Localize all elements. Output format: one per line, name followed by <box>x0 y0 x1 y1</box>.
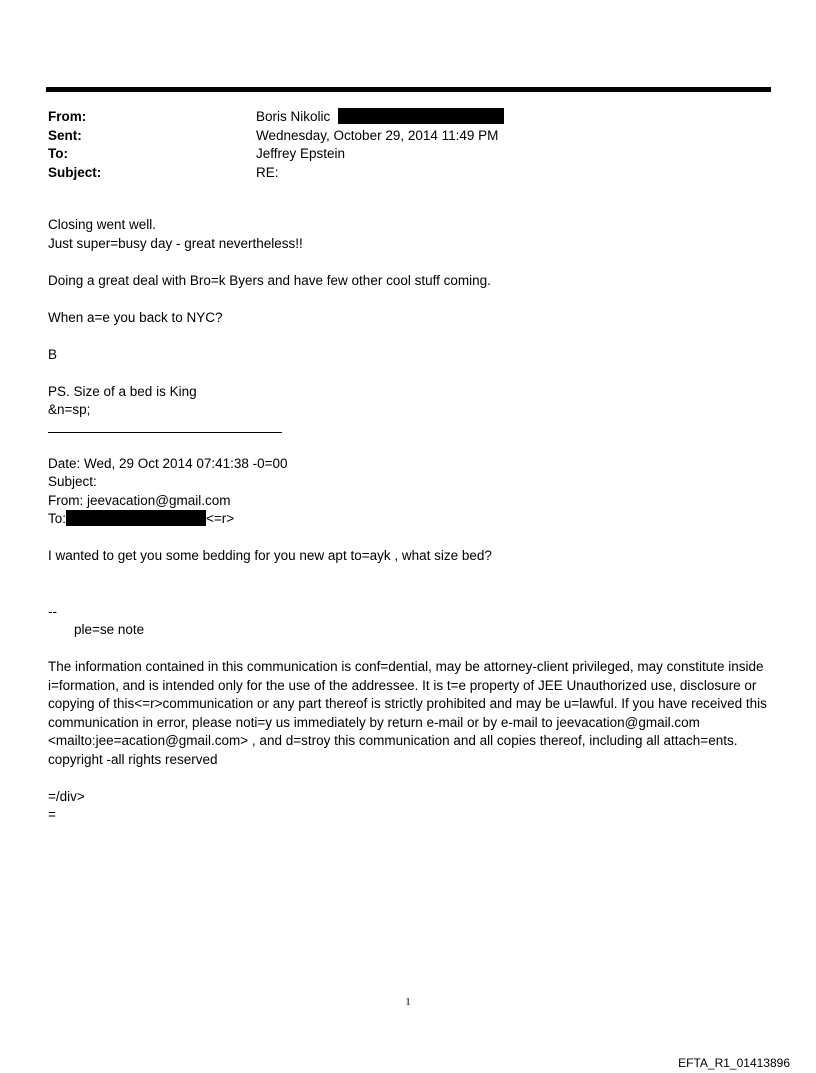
div-close: =/div> <box>48 788 85 804</box>
email-body <box>48 216 768 825</box>
subject-row <box>48 164 504 183</box>
body-line: PS. Size of a bed is King <box>48 383 197 399</box>
from-value: Boris Nikolic <box>256 109 331 124</box>
to-label: To: <box>48 146 68 161</box>
quoted-date: Date: Wed, 29 Oct 2014 07:41:38 -0=00 <box>48 455 288 471</box>
body-line: &n=sp; <box>48 402 91 417</box>
page-number: 1 <box>405 996 411 1008</box>
from-label: From: <box>48 109 87 124</box>
quoted-to-label: To: <box>48 511 67 526</box>
sent-label: Sent: <box>48 127 82 143</box>
from-row <box>48 108 504 127</box>
quoted-to-suffix: <=r> <box>206 511 235 526</box>
sent-value: Wednesday, October 29, 2014 11:49 PM <box>256 127 499 143</box>
redaction-bar <box>338 108 504 124</box>
dashes: -- <box>48 603 57 619</box>
disclaimer: The information contained in this communication is conf=dential, may be attorney-client privileged, may constitute inside i=formation, and is intended only for the use of the addressee. It is t=e property of JEE Unauthorized use, disclosure or copying of this<=r>communication or any part thereof is strictly prohibited and may be u=lawful. If you have received this communication in error, please noti=y us immediately by return e-mail or by e-mail to jeevacation@gmail.com <mailto:jee=acation@gmail.com> , and d=stroy this communication and all copies thereof, including all attach=ents. copyright -all rights reserved <box>48 659 767 767</box>
body-line: Just super=busy day - great nevertheless!! <box>48 235 303 251</box>
sent-row <box>48 127 504 146</box>
note: ple=se note <box>74 622 145 637</box>
to-row <box>48 145 504 164</box>
signature: B <box>48 346 58 362</box>
body-line: When a=e you back to NYC? <box>48 309 223 325</box>
quoted-subject: Subject: <box>48 474 97 489</box>
body-line: Doing a great deal with Bro=k Byers and have few other cool stuff coming. <box>48 272 491 288</box>
to-value: Jeffrey Epstein <box>256 146 346 161</box>
body-line: Closing went well. <box>48 217 157 232</box>
subject-label: Subject: <box>48 164 102 180</box>
quoted-from: From: jeevacation@gmail.com <box>48 492 231 508</box>
email-header <box>48 108 504 182</box>
quote-separator <box>48 432 282 433</box>
quoted-to <box>48 510 768 529</box>
equals-sign: = <box>48 807 56 822</box>
header-rule <box>46 87 771 92</box>
redaction-bar <box>66 510 206 526</box>
subject-value: RE: <box>256 164 279 180</box>
quoted-message: I wanted to get you some bedding for you new apt to=ayk , what size bed? <box>48 548 492 563</box>
bates-number: EFTA_R1_01413896 <box>678 1056 790 1070</box>
